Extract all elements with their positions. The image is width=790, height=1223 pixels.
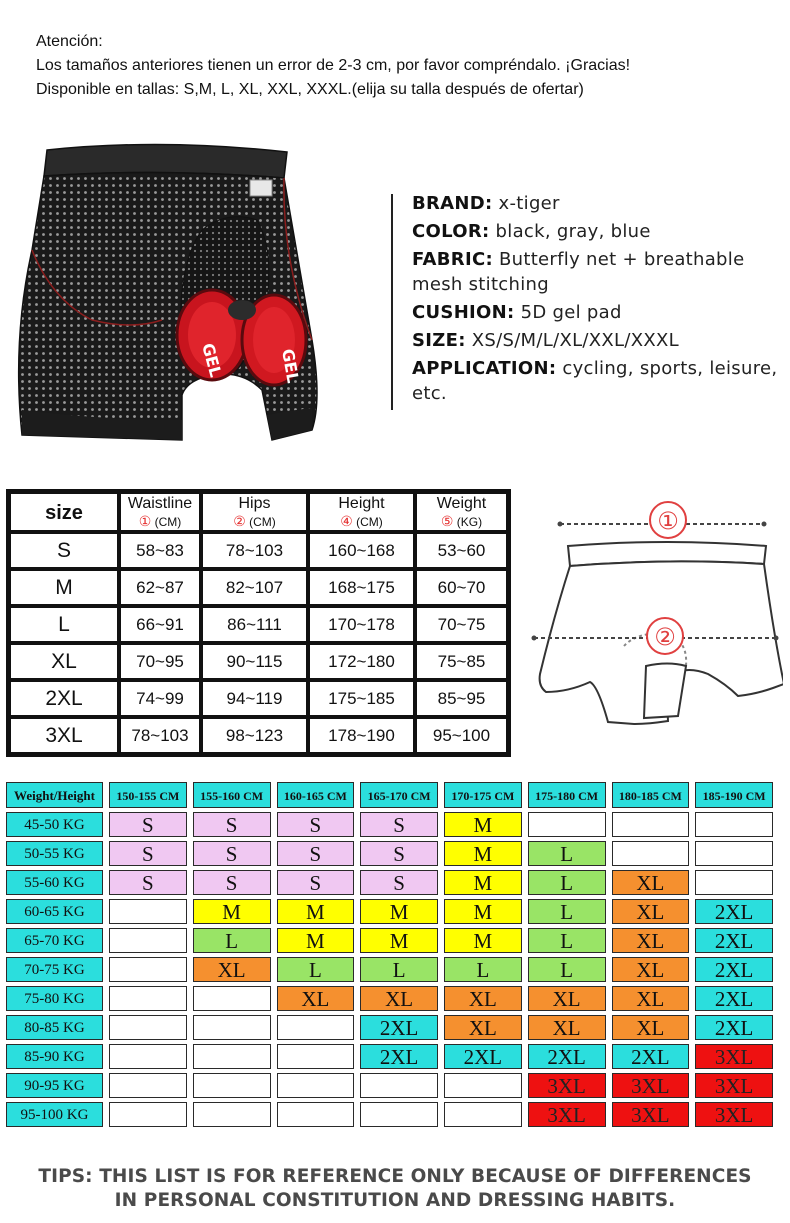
grid-size-cell — [106, 1042, 190, 1071]
grid-row — [6, 955, 776, 984]
size-row — [9, 680, 508, 717]
grid-weight-label: 65-70 KG — [6, 926, 106, 955]
grid-weight-label: 85-90 KG — [6, 1042, 106, 1071]
grid-size-cell: S — [274, 868, 358, 897]
grid-size-cell: 2XL — [692, 955, 776, 984]
size-value-cell: 78~103 — [119, 717, 201, 754]
notice-sizes-text: Disponible en tallas: S,M, L, XL, XXL, XXXL.(elija su talla después de ofertar) — [36, 81, 584, 98]
size-value-cell: 70~75 — [415, 606, 508, 643]
size-value-cell: 85~95 — [415, 680, 508, 717]
grid-size-cell — [692, 868, 776, 897]
grid-height-header: 165-170 CM — [357, 780, 441, 810]
grid-size-cell: 2XL — [692, 984, 776, 1013]
size-value-cell: 78~103 — [201, 532, 308, 569]
size-row — [9, 532, 508, 569]
grid-row — [6, 984, 776, 1013]
spec-divider — [391, 194, 393, 410]
grid-size-cell: M — [441, 926, 525, 955]
grid-size-cell: XL — [357, 984, 441, 1013]
height-header: Height ④ (CM) — [308, 492, 415, 532]
grid-size-cell: S — [357, 839, 441, 868]
grid-size-cell — [106, 984, 190, 1013]
grid-weight-label: 95-100 KG — [6, 1100, 106, 1129]
grid-weight-label: 55-60 KG — [6, 868, 106, 897]
grid-size-cell: XL — [441, 1013, 525, 1042]
grid-size-cell: S — [106, 868, 190, 897]
grid-size-cell: XL — [274, 984, 358, 1013]
size-value-cell: 62~87 — [119, 569, 201, 606]
grid-height-header: 170-175 CM — [441, 780, 525, 810]
hips-header: Hips ② (CM) — [201, 492, 308, 532]
grid-weight-label: 80-85 KG — [6, 1013, 106, 1042]
grid-size-cell — [106, 955, 190, 984]
grid-size-cell: L — [525, 926, 609, 955]
size-value-cell: 90~115 — [201, 643, 308, 680]
grid-weight-label: 70-75 KG — [6, 955, 106, 984]
grid-size-cell — [274, 1013, 358, 1042]
grid-size-cell: XL — [525, 984, 609, 1013]
size-value-cell: 70~95 — [119, 643, 201, 680]
grid-size-cell: M — [274, 897, 358, 926]
grid-size-cell: S — [274, 839, 358, 868]
spec-size: SIZE: XS/S/M/L/XL/XXL/XXXL — [412, 330, 679, 351]
grid-size-cell: L — [525, 955, 609, 984]
size-value-cell: 82~107 — [201, 569, 308, 606]
grid-size-cell: 3XL — [525, 1100, 609, 1129]
grid-height-header: 175-180 CM — [525, 780, 609, 810]
grid-row — [6, 1013, 776, 1042]
pad-label-left: GEL — [198, 341, 226, 380]
size-value-cell: 74~99 — [119, 680, 201, 717]
grid-size-cell: L — [357, 955, 441, 984]
grid-size-cell: 3XL — [525, 1071, 609, 1100]
grid-size-cell: XL — [609, 897, 693, 926]
grid-row — [6, 868, 776, 897]
grid-size-cell: S — [190, 868, 274, 897]
grid-size-cell: 3XL — [609, 1071, 693, 1100]
grid-size-cell: XL — [609, 868, 693, 897]
grid-weight-label: 50-55 KG — [6, 839, 106, 868]
grid-size-cell: XL — [441, 984, 525, 1013]
grid-size-cell — [609, 839, 693, 868]
grid-size-cell: 3XL — [609, 1100, 693, 1129]
grid-size-cell: 2XL — [441, 1042, 525, 1071]
size-value-cell: 75~85 — [415, 643, 508, 680]
tips-line-2: IN PERSONAL CONSTITUTION AND DRESSING HABITS. — [114, 1190, 676, 1211]
grid-size-cell — [190, 1042, 274, 1071]
grid-size-cell: M — [441, 868, 525, 897]
grid-size-cell — [106, 1071, 190, 1100]
grid-height-header: 155-160 CM — [190, 780, 274, 810]
grid-size-cell — [274, 1042, 358, 1071]
grid-size-cell — [106, 1013, 190, 1042]
grid-size-cell — [190, 1013, 274, 1042]
tips-note — [0, 1165, 790, 1213]
grid-size-cell: M — [357, 926, 441, 955]
grid-size-cell: S — [106, 810, 190, 839]
grid-size-cell: S — [190, 810, 274, 839]
notice-error-text: Los tamaños anteriores tienen un error de 2-3 cm, por favor compréndalo. ¡Gracias! — [36, 57, 631, 74]
grid-height-header: 150-155 CM — [106, 780, 190, 810]
grid-size-cell: 2XL — [357, 1013, 441, 1042]
grid-size-cell: L — [441, 955, 525, 984]
spec-color: COLOR: black, gray, blue — [412, 221, 651, 242]
size-value-cell: 94~119 — [201, 680, 308, 717]
grid-size-cell: XL — [190, 955, 274, 984]
grid-size-cell: XL — [525, 1013, 609, 1042]
size-value-cell: 160~168 — [308, 532, 415, 569]
grid-size-cell: 3XL — [692, 1071, 776, 1100]
grid-size-cell: S — [190, 839, 274, 868]
grid-size-cell: 2XL — [692, 926, 776, 955]
grid-weight-label: 75-80 KG — [6, 984, 106, 1013]
grid-size-cell — [274, 1071, 358, 1100]
grid-size-cell — [692, 839, 776, 868]
grid-size-cell: M — [441, 897, 525, 926]
spec-brand: BRAND: x-tiger — [412, 193, 560, 214]
size-cell: 3XL — [9, 717, 119, 754]
grid-weight-label: 45-50 KG — [6, 810, 106, 839]
size-header: size — [9, 492, 119, 532]
grid-size-cell: S — [357, 810, 441, 839]
diagram-marker-hips: ② — [654, 623, 676, 651]
waistline-header: Waistline ① (CM) — [119, 492, 201, 532]
size-value-cell: 170~178 — [308, 606, 415, 643]
grid-row — [6, 1071, 776, 1100]
diagram-marker-waist: ① — [657, 507, 679, 535]
grid-size-cell: M — [441, 839, 525, 868]
grid-size-cell — [190, 1100, 274, 1129]
size-value-cell: 98~123 — [201, 717, 308, 754]
size-table — [6, 489, 511, 757]
grid-size-cell: S — [357, 868, 441, 897]
weight-height-grid — [6, 780, 776, 1129]
grid-row — [6, 897, 776, 926]
size-cell: L — [9, 606, 119, 643]
grid-size-cell — [106, 1100, 190, 1129]
grid-size-cell: XL — [609, 955, 693, 984]
notice-block — [36, 30, 756, 102]
grid-size-cell: M — [274, 926, 358, 955]
size-value-cell: 66~91 — [119, 606, 201, 643]
size-cell: XL — [9, 643, 119, 680]
size-value-cell: 60~70 — [415, 569, 508, 606]
size-diagram — [528, 496, 783, 746]
grid-row — [6, 1100, 776, 1129]
size-cell: S — [9, 532, 119, 569]
grid-size-cell — [441, 1071, 525, 1100]
grid-size-cell: S — [274, 810, 358, 839]
grid-size-cell: M — [441, 810, 525, 839]
grid-size-cell — [441, 1100, 525, 1129]
size-value-cell: 86~111 — [201, 606, 308, 643]
grid-size-cell — [190, 984, 274, 1013]
grid-weight-label: 60-65 KG — [6, 897, 106, 926]
size-value-cell: 172~180 — [308, 643, 415, 680]
grid-size-cell: 2XL — [692, 1013, 776, 1042]
size-value-cell: 53~60 — [415, 532, 508, 569]
size-cell: M — [9, 569, 119, 606]
spec-list — [412, 191, 782, 409]
grid-size-cell — [106, 926, 190, 955]
grid-header-row — [6, 780, 776, 810]
grid-size-cell: L — [525, 868, 609, 897]
grid-size-cell: 3XL — [692, 1100, 776, 1129]
weight-header: Weight ⑤ (KG) — [415, 492, 508, 532]
grid-size-cell — [609, 810, 693, 839]
grid-size-cell: M — [357, 897, 441, 926]
size-row — [9, 606, 508, 643]
grid-height-header: 185-190 CM — [692, 780, 776, 810]
product-photo — [12, 140, 362, 460]
grid-size-cell: S — [106, 839, 190, 868]
spec-cushion: CUSHION: 5D gel pad — [412, 302, 622, 323]
grid-size-cell — [274, 1100, 358, 1129]
grid-size-cell — [190, 1071, 274, 1100]
size-row — [9, 569, 508, 606]
size-value-cell: 168~175 — [308, 569, 415, 606]
spec-fabric: FABRIC: Butterfly net + breathable mesh stitching — [412, 249, 745, 295]
grid-corner-cell: Weight/Height — [6, 780, 106, 810]
grid-size-cell: 2XL — [609, 1042, 693, 1071]
grid-size-cell: L — [525, 897, 609, 926]
size-value-cell: 95~100 — [415, 717, 508, 754]
grid-size-cell: M — [190, 897, 274, 926]
size-cell: 2XL — [9, 680, 119, 717]
grid-row — [6, 810, 776, 839]
grid-row — [6, 926, 776, 955]
grid-size-cell: 2XL — [357, 1042, 441, 1071]
grid-size-cell: 3XL — [692, 1042, 776, 1071]
grid-size-cell: XL — [609, 984, 693, 1013]
tips-line-1: TIPS: THIS LIST IS FOR REFERENCE ONLY BECAUSE OF DIFFERENCES — [38, 1166, 752, 1187]
size-row — [9, 717, 508, 754]
notice-title: Atención: — [36, 33, 103, 50]
spec-application: APPLICATION: cycling, sports, leisure, etc. — [412, 358, 778, 404]
size-row — [9, 643, 508, 680]
grid-size-cell — [357, 1071, 441, 1100]
grid-row — [6, 839, 776, 868]
grid-weight-label: 90-95 KG — [6, 1071, 106, 1100]
grid-size-cell: 2XL — [692, 897, 776, 926]
size-value-cell: 175~185 — [308, 680, 415, 717]
pad-label-right: GEL — [278, 347, 303, 385]
grid-size-cell: L — [190, 926, 274, 955]
grid-size-cell: XL — [609, 1013, 693, 1042]
grid-size-cell: 2XL — [525, 1042, 609, 1071]
size-value-cell: 178~190 — [308, 717, 415, 754]
size-value-cell: 58~83 — [119, 532, 201, 569]
grid-size-cell — [357, 1100, 441, 1129]
grid-size-cell: XL — [609, 926, 693, 955]
grid-size-cell — [525, 810, 609, 839]
grid-size-cell — [106, 897, 190, 926]
grid-row — [6, 1042, 776, 1071]
grid-size-cell: L — [525, 839, 609, 868]
grid-size-cell — [692, 810, 776, 839]
grid-size-cell: L — [274, 955, 358, 984]
grid-height-header: 160-165 CM — [274, 780, 358, 810]
grid-height-header: 180-185 CM — [609, 780, 693, 810]
